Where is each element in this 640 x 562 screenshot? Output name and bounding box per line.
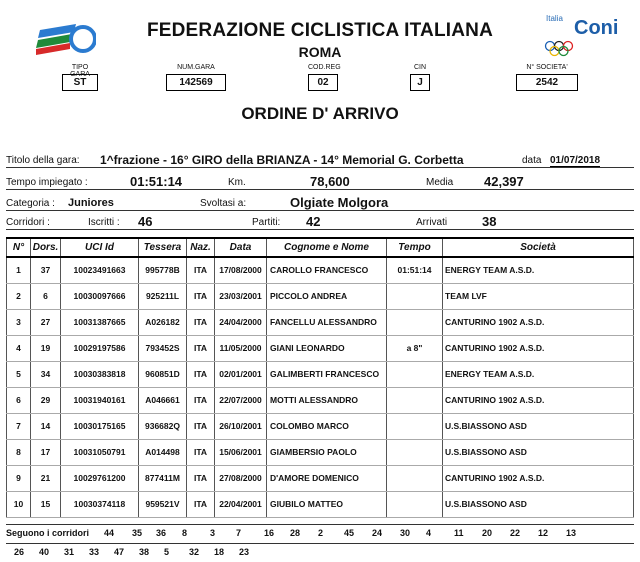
km-value: 78,600 bbox=[310, 174, 350, 189]
info-line-title bbox=[6, 150, 634, 168]
following-rider-number: 35 bbox=[132, 528, 143, 538]
partiti-label: Partiti: bbox=[252, 217, 281, 228]
tipo-gara-field bbox=[62, 64, 98, 91]
row-birthdate: 24/04/2000 bbox=[215, 309, 267, 335]
row-time bbox=[387, 361, 443, 387]
categoria-label: Categoria : bbox=[6, 198, 55, 209]
row-team: CANTURINO 1902 A.S.D. bbox=[443, 309, 634, 335]
km-label: Km. bbox=[228, 177, 246, 188]
following-riders-row-2 bbox=[6, 543, 634, 562]
row-tessera: 959521V bbox=[139, 491, 187, 517]
table-row bbox=[7, 439, 634, 465]
row-nationality: ITA bbox=[187, 439, 215, 465]
row-nationality: ITA bbox=[187, 335, 215, 361]
row-nationality: ITA bbox=[187, 387, 215, 413]
row-uci-id: 10023491663 bbox=[61, 257, 139, 283]
row-time bbox=[387, 387, 443, 413]
table-row bbox=[7, 283, 634, 309]
num-gara-field bbox=[166, 64, 226, 91]
page-title: ORDINE D' ARRIVO bbox=[241, 104, 399, 123]
following-rider-number: 18 bbox=[214, 547, 225, 557]
row-rider-name: GIANI LEONARDO bbox=[267, 335, 387, 361]
row-time: 01:51:14 bbox=[387, 257, 443, 283]
row-tessera: 925211L bbox=[139, 283, 187, 309]
col-header-data: Data bbox=[215, 238, 267, 257]
following-rider-number: 26 bbox=[14, 547, 25, 557]
data-label: data bbox=[522, 155, 542, 166]
media-label: Media bbox=[426, 177, 454, 188]
row-position: 4 bbox=[7, 335, 31, 361]
following-rider-number: 20 bbox=[482, 528, 493, 538]
row-bib: 15 bbox=[31, 491, 61, 517]
row-team: CANTURINO 1902 A.S.D. bbox=[443, 335, 634, 361]
info-line-riders bbox=[6, 212, 634, 230]
table-row bbox=[7, 257, 634, 283]
col-header-tempo: Tempo bbox=[387, 238, 443, 257]
arrivati-value: 38 bbox=[482, 214, 497, 229]
table-row bbox=[7, 491, 634, 517]
row-tessera: 793452S bbox=[139, 335, 187, 361]
svoltasi-value: Olgiate Molgora bbox=[290, 195, 389, 210]
row-rider-name: FANCELLU ALESSANDRO bbox=[267, 309, 387, 335]
row-time bbox=[387, 413, 443, 439]
row-position: 8 bbox=[7, 439, 31, 465]
following-rider-number: 2 bbox=[318, 528, 324, 538]
following-rider-number: 12 bbox=[538, 528, 549, 538]
coni-italia-label: Italia bbox=[546, 14, 563, 23]
row-rider-name: GIAMBERSIO PAOLO bbox=[267, 439, 387, 465]
following-rider-number: 4 bbox=[426, 528, 432, 538]
tipo-gara-label: TIPO GARA bbox=[70, 64, 90, 78]
cod-reg-label: COD.REG bbox=[308, 64, 341, 71]
row-position: 1 bbox=[7, 257, 31, 283]
following-rider-number: 3 bbox=[210, 528, 216, 538]
coni-logo bbox=[542, 14, 632, 60]
race-codes bbox=[0, 64, 640, 98]
row-rider-name: D'AMORE DOMENICO bbox=[267, 465, 387, 491]
row-position: 2 bbox=[7, 283, 31, 309]
cod-reg-field bbox=[308, 64, 341, 91]
row-nationality: ITA bbox=[187, 413, 215, 439]
row-tessera: A026182 bbox=[139, 309, 187, 335]
row-tessera: 877411M bbox=[139, 465, 187, 491]
row-tessera: A014498 bbox=[139, 439, 187, 465]
n-societa-field bbox=[516, 64, 578, 91]
following-rider-number: 44 bbox=[104, 528, 115, 538]
row-uci-id: 10030383818 bbox=[61, 361, 139, 387]
following-rider-number: 36 bbox=[156, 528, 167, 538]
row-nationality: ITA bbox=[187, 283, 215, 309]
row-bib: 21 bbox=[31, 465, 61, 491]
tempo-value: 01:51:14 bbox=[130, 174, 183, 189]
row-birthdate: 11/05/2000 bbox=[215, 335, 267, 361]
following-rider-number: 33 bbox=[89, 547, 100, 557]
titolo-value: 1^frazione - 16° GIRO della BRIANZA - 14° Memorial G. Corbetta bbox=[100, 153, 464, 167]
row-uci-id: 10031387665 bbox=[61, 309, 139, 335]
row-uci-id: 10030374118 bbox=[61, 491, 139, 517]
row-time bbox=[387, 465, 443, 491]
tipo-gara-value: ST bbox=[62, 74, 98, 91]
row-birthdate: 27/08/2000 bbox=[215, 465, 267, 491]
results-table bbox=[6, 237, 634, 518]
row-birthdate: 17/08/2000 bbox=[215, 257, 267, 283]
col-header-tessera: Tessera bbox=[139, 238, 187, 257]
row-team: TEAM LVF bbox=[443, 283, 634, 309]
row-time bbox=[387, 439, 443, 465]
row-bib: 14 bbox=[31, 413, 61, 439]
table-row bbox=[7, 335, 634, 361]
col-header-n: N° bbox=[7, 238, 31, 257]
row-team: U.S.BIASSONO ASD bbox=[443, 413, 634, 439]
row-tessera: 960851D bbox=[139, 361, 187, 387]
row-team: ENERGY TEAM A.S.D. bbox=[443, 361, 634, 387]
info-line-time bbox=[6, 172, 634, 190]
document-header bbox=[0, 0, 640, 98]
row-tessera: 995778B bbox=[139, 257, 187, 283]
cin-field bbox=[410, 64, 430, 91]
row-nationality: ITA bbox=[187, 491, 215, 517]
row-team: ENERGY TEAM A.S.D. bbox=[443, 257, 634, 283]
table-header-row bbox=[7, 238, 634, 257]
following-rider-number: 23 bbox=[239, 547, 250, 557]
row-bib: 27 bbox=[31, 309, 61, 335]
following-riders-label: Seguono i corridori bbox=[6, 528, 90, 538]
row-bib: 29 bbox=[31, 387, 61, 413]
n-societa-label: N° SOCIETA' bbox=[526, 64, 568, 71]
following-rider-number: 38 bbox=[139, 547, 150, 557]
row-bib: 37 bbox=[31, 257, 61, 283]
row-rider-name: GALIMBERTI FRANCESCO bbox=[267, 361, 387, 387]
col-header-dors: Dors. bbox=[31, 238, 61, 257]
row-nationality: ITA bbox=[187, 309, 215, 335]
row-position: 3 bbox=[7, 309, 31, 335]
following-rider-number: 24 bbox=[372, 528, 383, 538]
tempo-label: Tempo impiegato : bbox=[6, 177, 88, 188]
following-rider-number: 28 bbox=[290, 528, 301, 538]
following-riders bbox=[6, 524, 634, 562]
partiti-value: 42 bbox=[306, 214, 321, 229]
following-rider-number: 40 bbox=[39, 547, 50, 557]
row-birthdate: 26/10/2001 bbox=[215, 413, 267, 439]
media-value: 42,397 bbox=[484, 174, 524, 189]
row-team: U.S.BIASSONO ASD bbox=[443, 491, 634, 517]
following-rider-number: 22 bbox=[510, 528, 521, 538]
row-team: CANTURINO 1902 A.S.D. bbox=[443, 465, 634, 491]
federation-title: FEDERAZIONE CICLISTICA ITALIANA bbox=[146, 20, 494, 41]
titolo-label: Titolo della gara: bbox=[6, 155, 80, 166]
row-time: a 8" bbox=[387, 335, 443, 361]
arrivati-label: Arrivati bbox=[416, 217, 448, 228]
row-position: 10 bbox=[7, 491, 31, 517]
row-uci-id: 10029197586 bbox=[61, 335, 139, 361]
row-position: 5 bbox=[7, 361, 31, 387]
following-rider-number: 45 bbox=[344, 528, 355, 538]
row-bib: 19 bbox=[31, 335, 61, 361]
following-rider-number: 31 bbox=[64, 547, 75, 557]
following-rider-number: 47 bbox=[114, 547, 125, 557]
row-nationality: ITA bbox=[187, 361, 215, 387]
following-rider-number: 16 bbox=[264, 528, 275, 538]
cod-reg-value: 02 bbox=[308, 74, 338, 91]
following-riders-row-1 bbox=[6, 524, 634, 543]
row-rider-name: MOTTI ALESSANDRO bbox=[267, 387, 387, 413]
following-rider-number: 5 bbox=[164, 547, 170, 557]
row-uci-id: 10031940161 bbox=[61, 387, 139, 413]
row-uci-id: 10031050791 bbox=[61, 439, 139, 465]
table-row bbox=[7, 413, 634, 439]
row-time bbox=[387, 309, 443, 335]
row-position: 7 bbox=[7, 413, 31, 439]
table-row bbox=[7, 361, 634, 387]
row-birthdate: 02/01/2001 bbox=[215, 361, 267, 387]
row-position: 6 bbox=[7, 387, 31, 413]
table-row bbox=[7, 309, 634, 335]
row-position: 9 bbox=[7, 465, 31, 491]
col-header-naz: Naz. bbox=[187, 238, 215, 257]
following-rider-number: 11 bbox=[454, 528, 464, 538]
corridori-label: Corridori : bbox=[6, 217, 50, 228]
cin-label: CIN bbox=[413, 64, 427, 71]
row-time bbox=[387, 283, 443, 309]
row-rider-name: GIUBILO MATTEO bbox=[267, 491, 387, 517]
row-rider-name: COLOMBO MARCO bbox=[267, 413, 387, 439]
table-row bbox=[7, 465, 634, 491]
row-bib: 34 bbox=[31, 361, 61, 387]
info-line-category bbox=[6, 193, 634, 211]
row-team: U.S.BIASSONO ASD bbox=[443, 439, 634, 465]
row-time bbox=[387, 491, 443, 517]
row-nationality: ITA bbox=[187, 465, 215, 491]
row-rider-name: PICCOLO ANDREA bbox=[267, 283, 387, 309]
federation-city: ROMA bbox=[298, 44, 342, 60]
iscritti-label: Iscritti : bbox=[88, 217, 120, 228]
num-gara-value: 142569 bbox=[166, 74, 226, 91]
row-rider-name: CAROLLO FRANCESCO bbox=[267, 257, 387, 283]
row-birthdate: 22/04/2001 bbox=[215, 491, 267, 517]
following-rider-number: 8 bbox=[182, 528, 188, 538]
col-header-name: Cognome e Nome bbox=[267, 238, 387, 257]
row-team: CANTURINO 1902 A.S.D. bbox=[443, 387, 634, 413]
coni-label: Coni bbox=[574, 17, 619, 39]
col-header-societa: Società bbox=[443, 238, 634, 257]
following-rider-number: 32 bbox=[189, 547, 200, 557]
following-rider-number: 30 bbox=[400, 528, 411, 538]
row-nationality: ITA bbox=[187, 257, 215, 283]
following-rider-number: 13 bbox=[566, 528, 577, 538]
n-societa-value: 2542 bbox=[516, 74, 578, 91]
num-gara-label: NUM.GARA bbox=[177, 64, 215, 71]
row-uci-id: 10029761200 bbox=[61, 465, 139, 491]
row-birthdate: 22/07/2000 bbox=[215, 387, 267, 413]
row-bib: 6 bbox=[31, 283, 61, 309]
table-row bbox=[7, 387, 634, 413]
svoltasi-label: Svoltasi a: bbox=[200, 198, 247, 209]
cin-value: J bbox=[410, 74, 430, 91]
iscritti-value: 46 bbox=[138, 214, 153, 229]
olympic-rings-icon bbox=[544, 40, 574, 58]
row-birthdate: 15/06/2001 bbox=[215, 439, 267, 465]
row-bib: 17 bbox=[31, 439, 61, 465]
row-uci-id: 10030175165 bbox=[61, 413, 139, 439]
row-tessera: 936682Q bbox=[139, 413, 187, 439]
col-header-uci-id: UCI Id bbox=[61, 238, 139, 257]
row-tessera: A046661 bbox=[139, 387, 187, 413]
row-birthdate: 23/03/2001 bbox=[215, 283, 267, 309]
row-uci-id: 10030097666 bbox=[61, 283, 139, 309]
categoria-value: Juniores bbox=[68, 197, 114, 209]
following-rider-number: 7 bbox=[236, 528, 242, 538]
data-value: 01/07/2018 bbox=[550, 155, 601, 166]
